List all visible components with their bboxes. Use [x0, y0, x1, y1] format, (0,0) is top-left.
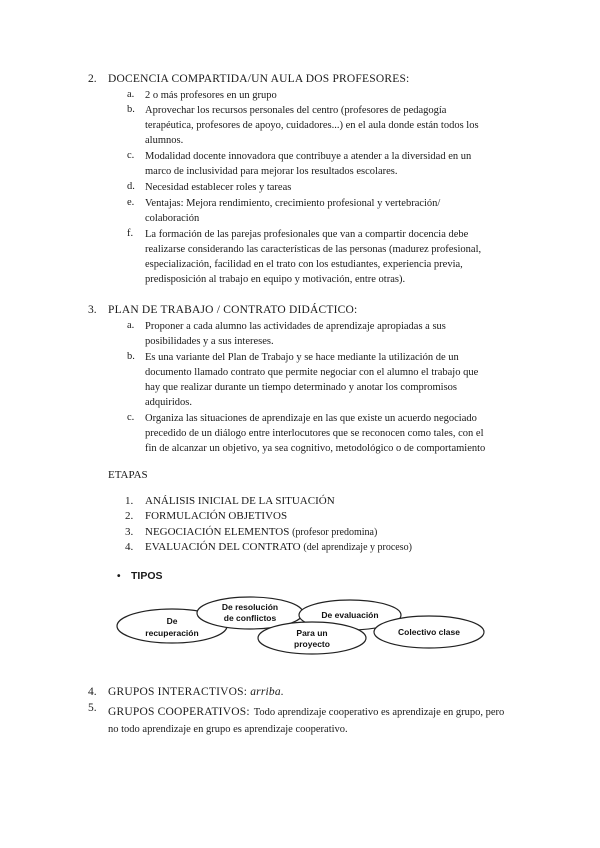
item-line: colaboración — [145, 213, 200, 224]
etapa-number: 4. — [125, 541, 134, 553]
oval-proyecto — [258, 622, 366, 654]
section-5-body — [108, 702, 504, 738]
item-line: Proponer a cada alumno las actividades de aprendizaje apropiadas a sus — [145, 321, 446, 332]
oval-label: Para un — [296, 628, 328, 638]
item-line: hay que realizar durante un tiempo determinado y anotar los compromisos — [145, 382, 457, 393]
item-line: precedido de un diálogo entre interlocutores que se reconocen como tales, con el — [145, 428, 484, 439]
etapa-text: ANÁLISIS INICIAL DE LA SITUACIÓN — [145, 495, 335, 507]
item-line: documento llamado contrato que permite negociar con el alumno el trabajo que — [145, 367, 479, 378]
item-line: especialización, facilidad en el trato con los estudiantes, experiencia previa, — [145, 259, 463, 270]
item-letter: a. — [127, 320, 135, 331]
item-line: realizarse considerando las características de las personas (madurez profesional, — [145, 244, 482, 255]
tipos-heading: TIPOS — [131, 570, 163, 582]
item-line: terapéutica, profesores de apoyo, cuidadores...) en el aula donde están todos los — [145, 120, 479, 131]
section-5-text: no todo aprendizaje en grupo es aprendizaje cooperativo. — [108, 724, 348, 735]
item-letter: c. — [127, 412, 135, 423]
item-letter: c. — [127, 150, 135, 161]
item-line: alumnos. — [145, 135, 184, 146]
item-line: Aprovechar los recursos personales del centro (profesores de pedagogía — [145, 105, 447, 116]
etapas-heading: ETAPAS — [108, 469, 148, 481]
item-line: 2 o más profesores en un grupo — [145, 90, 277, 101]
section-3-number: 3. — [88, 304, 97, 316]
item-letter: d. — [127, 181, 135, 192]
section-5-text: Todo aprendizaje cooperativo es aprendizaje en grupo, pero — [253, 707, 505, 718]
oval-label: De evaluación — [321, 610, 379, 620]
section-4-line — [108, 686, 284, 698]
item-line: posibilidades y a sus intereses. — [145, 336, 274, 347]
item-line: Es una variante del Plan de Trabajo y se hace mediante la utilización de un — [145, 352, 459, 363]
oval-label: De resolución — [221, 602, 279, 612]
section-4-title: GRUPOS INTERACTIVOS: — [108, 686, 248, 698]
section-2-title: DOCENCIA COMPARTIDA/UN AULA DOS PROFESORES: — [108, 73, 410, 85]
oval-label: recuperación — [145, 628, 199, 638]
item-line: Organiza las situaciones de aprendizaje en las que existe un acuerdo negociado — [145, 413, 477, 424]
section-5-title: GRUPOS COOPERATIVOS: — [108, 706, 250, 718]
oval-label: proyecto — [294, 639, 330, 649]
item-letter: b. — [127, 351, 135, 362]
item-letter: f. — [127, 228, 134, 239]
oval-label: de conflictos — [223, 613, 277, 623]
etapa-text: EVALUACIÓN DEL CONTRATO — [145, 541, 301, 553]
etapa-note: (profesor predomina) — [292, 527, 378, 538]
item-letter: e. — [127, 197, 135, 208]
item-line: adquiridos. — [145, 397, 192, 408]
section-5-number: 5. — [88, 702, 97, 714]
item-letter: b. — [127, 104, 135, 115]
etapa-text: NEGOCIACIÓN ELEMENTOS — [145, 526, 290, 538]
item-line: La formación de las parejas profesionales que van a compartir docencia debe — [145, 229, 469, 240]
etapa-text: FORMULACIÓN OBJETIVOS — [145, 510, 288, 522]
item-line: fin de alcanzar un objetivo, ya sea cognitivo, metodológico o de comportamiento — [145, 443, 486, 454]
section-4-number: 4. — [88, 686, 97, 698]
etapa-number: 3. — [125, 526, 134, 538]
item-line: predisposición al trabajo en equipo y motivación, entre otras). — [145, 274, 406, 285]
etapa-number: 1. — [125, 495, 134, 507]
section-2-number: 2. — [88, 73, 97, 85]
section-4-rest: arriba. — [250, 686, 284, 698]
oval-label: Colectivo clase — [398, 627, 460, 637]
section-3-title: PLAN DE TRABAJO / CONTRATO DIDÁCTICO: — [108, 304, 358, 316]
item-line: marco de inclusividad para mejorar los resultados escolares. — [145, 166, 398, 177]
oval-label: De — [166, 616, 178, 626]
etapa-number: 2. — [125, 510, 134, 522]
item-line: Necesidad establecer roles y tareas — [145, 182, 292, 193]
item-letter: a. — [127, 89, 135, 100]
etapa-note: (del aprendizaje y proceso) — [303, 542, 412, 553]
item-line: Modalidad docente innovadora que contribuye a atender a la diversidad en un — [145, 151, 472, 162]
bullet-icon: • — [117, 571, 121, 582]
item-line: Ventajas: Mejora rendimiento, crecimiento profesional y vertebración/ — [145, 198, 441, 209]
